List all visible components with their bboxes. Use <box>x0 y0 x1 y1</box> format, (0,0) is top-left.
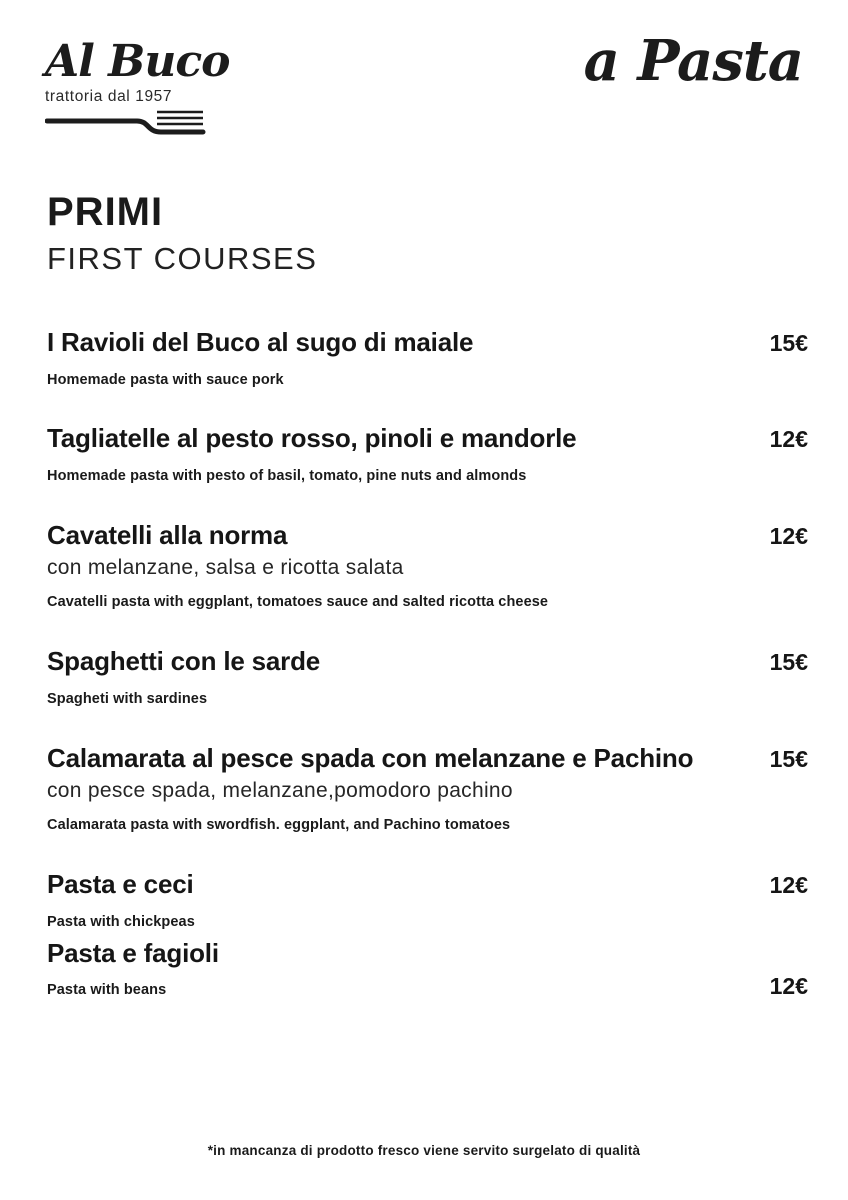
menu-item-description-en: Cavatelli pasta with eggplant, tomatoes sauce and salted ricotta cheese <box>47 594 549 611</box>
menu-item-title-row <box>47 868 808 901</box>
menu-item-name: Pasta e ceci <box>47 869 194 900</box>
menu-item <box>47 422 808 485</box>
menu-item-price: 15€ <box>769 649 808 676</box>
menu-item-desc-row <box>47 901 808 932</box>
fork-icon <box>45 108 207 138</box>
restaurant-name: Al Buco <box>45 36 230 87</box>
menu-item <box>47 868 808 931</box>
menu-item-desc-row <box>47 359 808 390</box>
menu-item-title-row <box>47 326 808 359</box>
menu-item-name: I Ravioli del Buco al sugo di maiale <box>47 327 474 357</box>
menu-item <box>47 326 808 389</box>
menu-item-description-en: Pasta with chickpeas <box>47 913 195 930</box>
menu-item-price: 15€ <box>769 330 808 356</box>
menu-item-description-en: Calamarata pasta with swordfish. eggplant, and Pachino tomatoes <box>47 817 511 834</box>
section-subtitle: FIRST COURSES <box>47 241 318 276</box>
menu-item-price: 12€ <box>769 426 808 453</box>
menu-item-price: 15€ <box>769 745 808 772</box>
menu-item-name: Calamarata al pesce spada con melanzane e Pachino <box>47 742 694 773</box>
menu-item-title-row <box>47 937 808 970</box>
menu-item-price: 12€ <box>769 973 808 1000</box>
menu-item <box>47 742 808 836</box>
menu-item-name: Spaghetti con le sarde <box>47 646 321 677</box>
restaurant-logo <box>45 36 230 138</box>
section-heading <box>47 190 317 276</box>
menu-item-title-row <box>47 519 808 552</box>
menu-item-desc-row <box>47 581 808 612</box>
menu-item-desc-row <box>47 804 808 835</box>
section-title: PRIMI <box>47 190 164 234</box>
menu-item-price: 12€ <box>769 522 808 549</box>
menu-item-name: Pasta e fagioli <box>47 937 219 968</box>
menu-item-name: Tagliatelle al pesto rosso, pinoli e mandorle <box>47 423 577 454</box>
menu-item-description-en: Homemade pasta with sauce pork <box>47 371 284 388</box>
menu-item-list <box>47 326 808 1033</box>
menu-item-title-row <box>47 422 808 455</box>
menu-item-price: 12€ <box>769 872 808 899</box>
menu-item-description-en: Pasta with beans <box>47 982 167 999</box>
menu-item <box>47 937 808 1001</box>
menu-item-description-en: Spagheti with sardines <box>47 690 208 707</box>
footer-note: *in mancanza di prodotto fresco viene servito surgelato di qualità <box>207 1143 641 1158</box>
menu-item-desc-row <box>47 678 808 709</box>
menu-item-description-it: con melanzane, salsa e ricotta salata <box>47 556 404 580</box>
menu-item-description-it: con pesce spada, melanzane,pomodoro pachino <box>47 779 513 803</box>
menu-item-description-en: Homemade pasta with pesto of basil, tomato, pine nuts and almonds <box>47 467 527 484</box>
menu-item-desc-row <box>47 969 808 1000</box>
page-title: a Pasta <box>583 28 803 94</box>
menu-item <box>47 519 808 613</box>
menu-item-title-row <box>47 742 808 775</box>
menu-item <box>47 645 808 708</box>
menu-item-title-row <box>47 645 808 678</box>
restaurant-tagline: trattoria dal 1957 <box>45 88 173 105</box>
menu-item-desc-row <box>47 455 808 486</box>
menu-item-name: Cavatelli alla norma <box>47 519 288 550</box>
